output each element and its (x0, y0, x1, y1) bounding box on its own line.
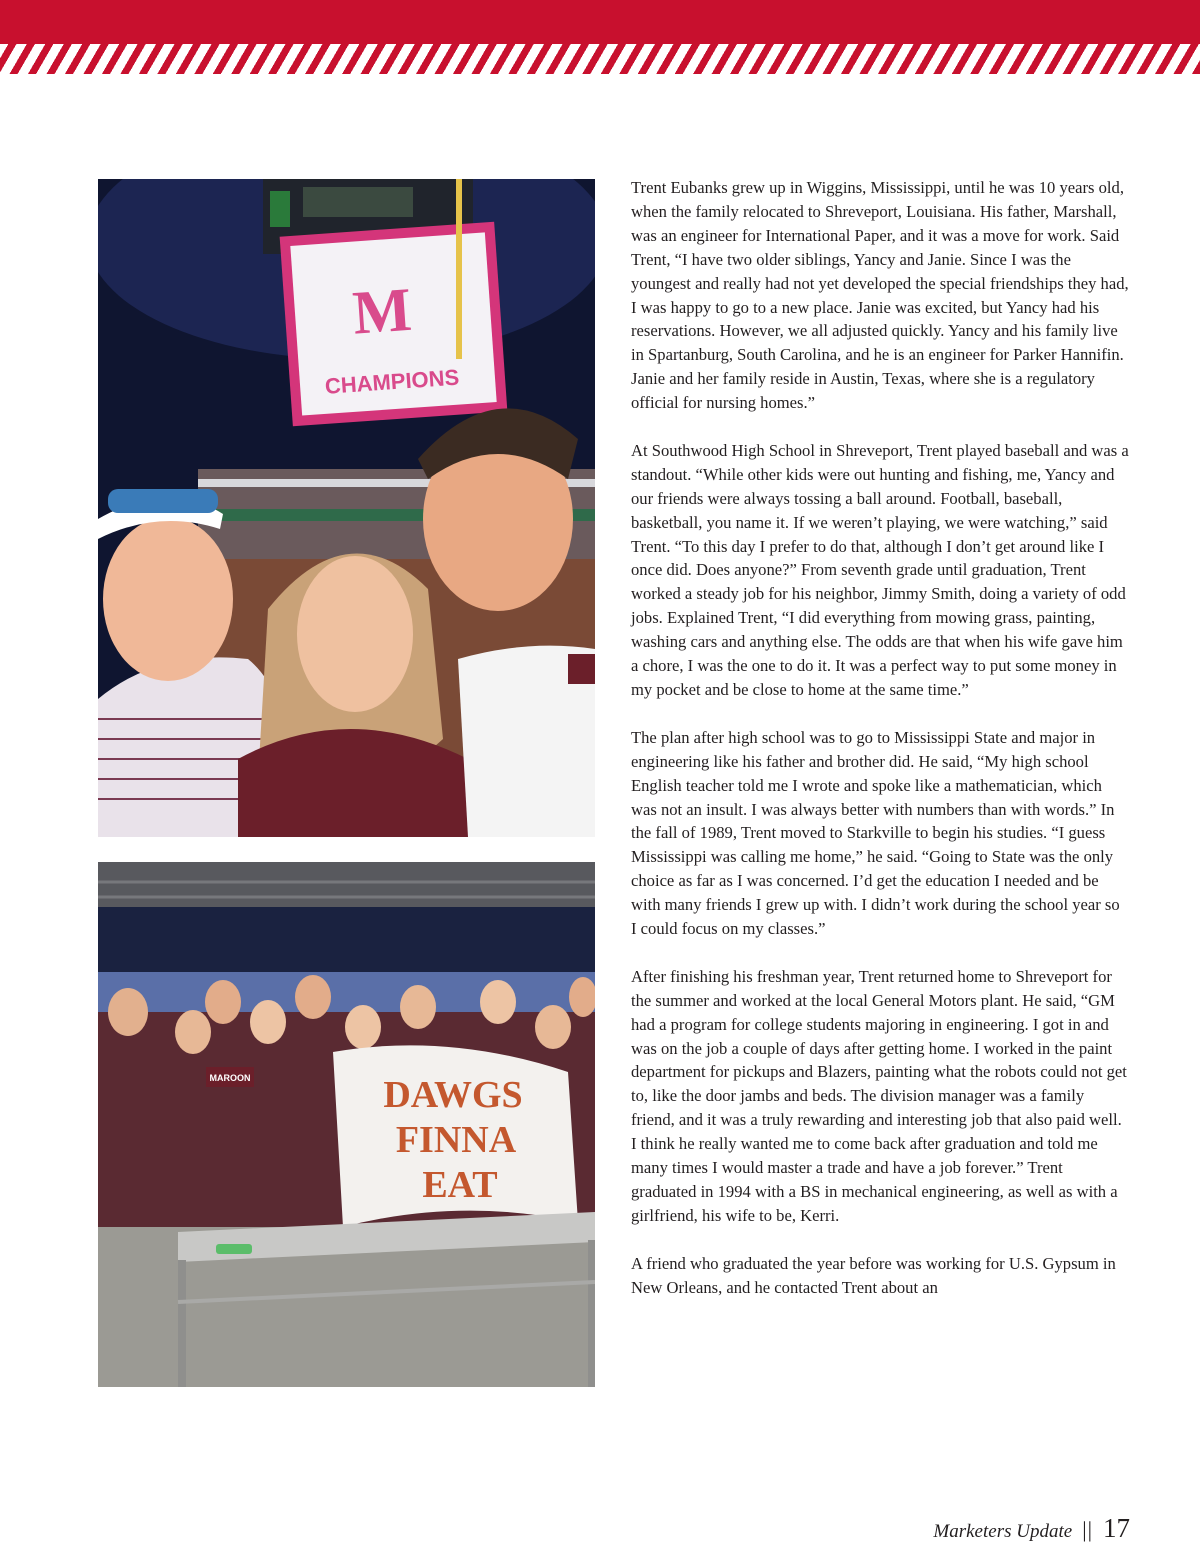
article-paragraph-2: At Southwood High School in Shreveport, Trent played baseball and was a standout. “While other kids were out hunting and fishing, me, Yancy and our friends were always tossing a ball around. Football, baseball, basketball, you name it. If we weren’t playing, we were watching,” said Trent. “To this day I prefer to do that, although I don’t get around like I once did. Does anyone?” From seventh grade until graduation, Trent worked a steady job for his neighbor, Jimmy Smith, doing a variety of odd jobs. Explained Trent, “I did everything from mowing grass, painting, washing cars and anything else. The odds are that when his wife gave him a chore, I was the one to do it. It was a perfect way to put some money in my pocket and be close to home at the same time.” (631, 440, 1129, 700)
scoreboard-screen (280, 222, 508, 427)
header-red-band (0, 0, 1200, 44)
page-footer (933, 1513, 1130, 1544)
article-paragraph-1: Trent Eubanks grew up in Wiggins, Mississippi, until he was 10 years old, when the family relocated to Shreveport, Louisiana. His father, Marshall, was an engineer for International Paper, and it was a move for work. Said Trent, “I have two older siblings, Yancy and Janie. Since I was the youngest and really had not yet developed the special friendships they had, I was happy to go to a new place. Janie was excited, but Yancy had his reservations. However, we all adjusted quickly. Yancy and his family live in Spartanburg, South Carolina, and he is an engineer for Parker Hannifin. Janie and her family reside in Austin, Texas, where she is a regulatory official for nursing homes.” (631, 178, 1129, 413)
banner-line-2: FINNA (395, 1119, 517, 1161)
photo-group-banner (98, 862, 595, 1387)
article-body (631, 176, 1129, 1323)
sign-text: MAROON (209, 1073, 251, 1083)
dawgs-banner (333, 1045, 578, 1227)
publication-name: Marketers Update (933, 1521, 1073, 1542)
svg-text:M: M (350, 275, 414, 348)
article-paragraph-5: A friend who graduated the year before was working for U.S. Gypsum in New Orleans, and he contacted Trent about an (631, 1253, 1116, 1297)
page-number: 17 (1103, 1513, 1130, 1543)
photo-family-selfie-stadium (98, 179, 595, 837)
maroon-sign (206, 1067, 254, 1087)
article-paragraph-4: After finishing his freshman year, Trent returned home to Shreveport for the summer and worked at the local General Motors plant. He said, “GM had a program for college students majoring in engineering. I got in and was on the job a couple of days after getting home. I worked in the paint department for pickups and Blazers, painting what the robots could not get to, like the door jambs and beds. The division manager was a family friend, and it was a truly rewarding and interesting job that also paid well. I think he really wanted me to come back after graduation and told me many times I would master a trade and have a job forever.” Trent graduated in 1994 with a BS in mechanical engineering, as well as with a girlfriend, his wife to be, Kerri. (631, 966, 1127, 1225)
banner-line-1: DAWGS (383, 1074, 523, 1116)
header-candy-stripe (0, 44, 1200, 74)
footer-separator: || (1082, 1517, 1093, 1542)
article-paragraph-3: The plan after high school was to go to Mississippi State and major in engineering like his father and brother did. He said, “My high school English teacher told me I wrote and spoke like a mathematician, which was not an insult. I was always better with numbers than with words.” In the fall of 1989, Trent moved to Starkville to begin his studies. “I guess Mississippi was calling me home,” he said. “Going to State was the only choice as far as I was concerned. I’d get the education I needed and be with many friends I grew up with. I didn’t work during the school year so I could focus on my classes.” (631, 727, 1120, 939)
banner-line-3: EAT (422, 1164, 498, 1206)
scoreboard-text: CHAMPIONS (324, 364, 460, 399)
